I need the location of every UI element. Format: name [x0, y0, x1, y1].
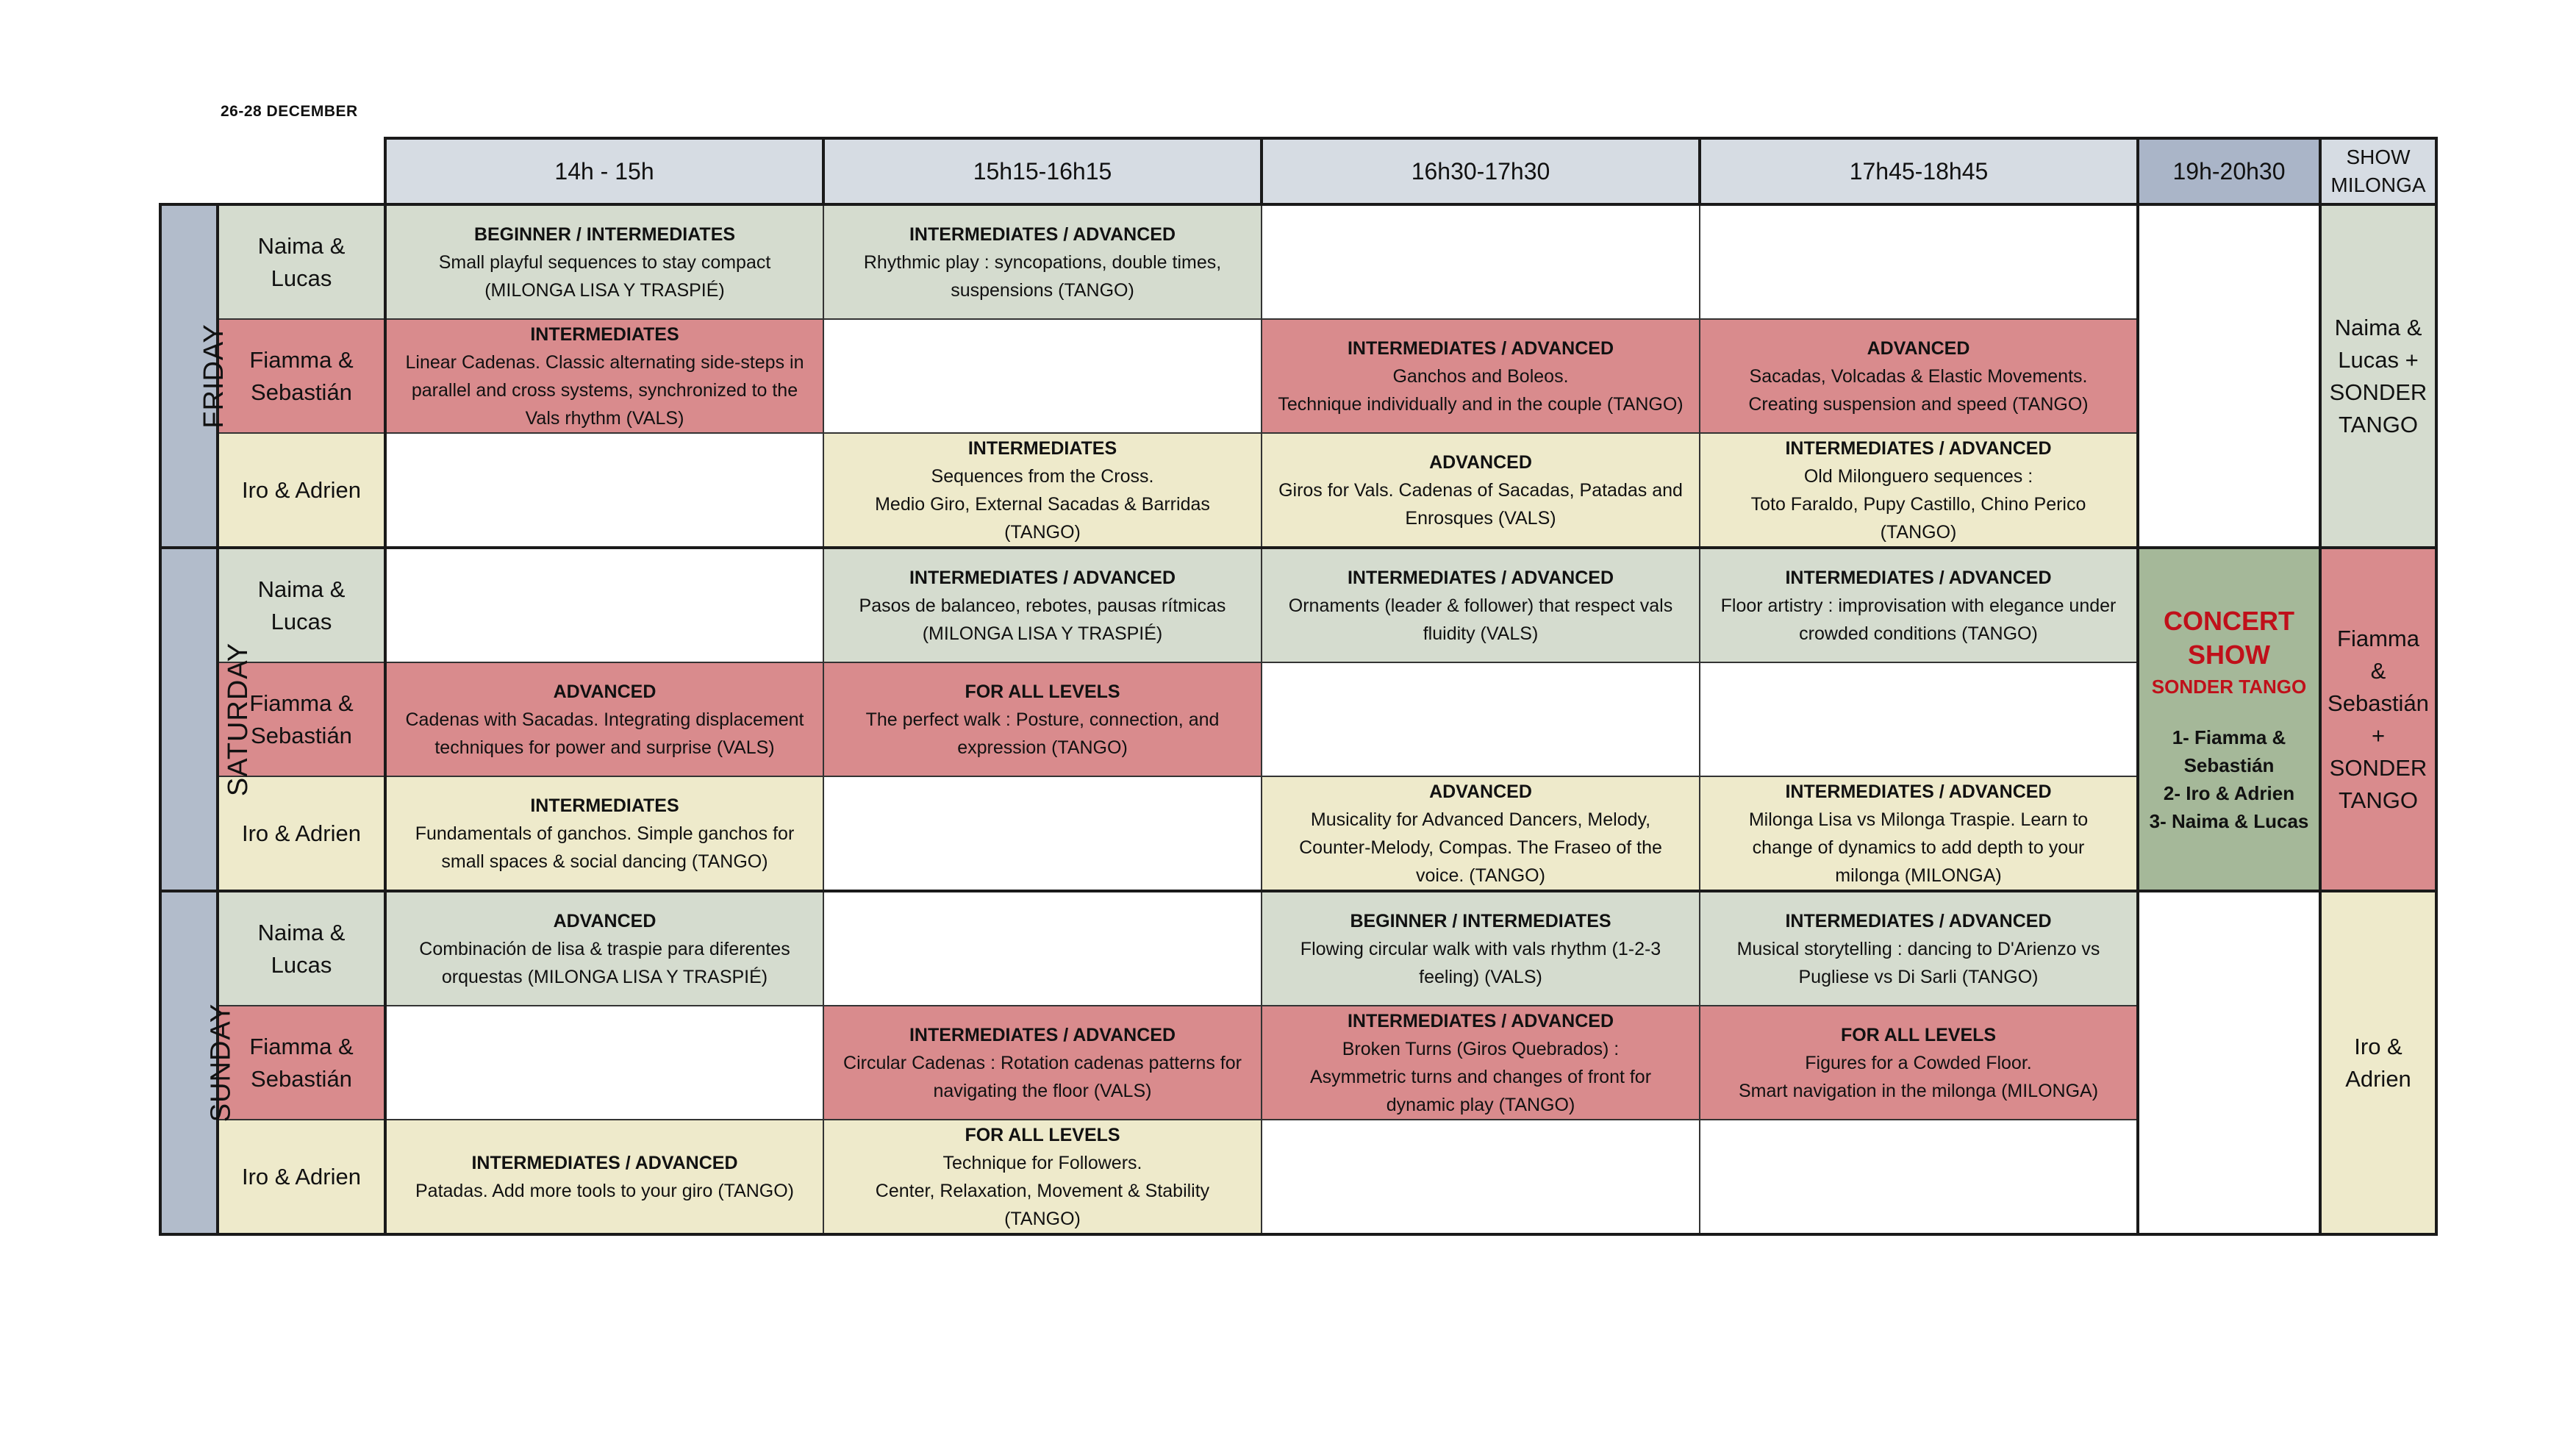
class-description: Musical storytelling : dancing to D'Arienzo vs Pugliese vs Di Sarli (TANGO) [1736, 938, 2100, 987]
teacher-name: Fiamma & Sebastián [218, 319, 385, 433]
class-level: INTERMEDIATES [530, 323, 679, 345]
class-level: BEGINNER / INTERMEDIATES [1350, 910, 1611, 931]
class-cell [1262, 433, 1700, 548]
class-level: INTERMEDIATES / ADVANCED [909, 1024, 1176, 1045]
empty-cell [385, 433, 823, 548]
empty-cell [385, 548, 823, 662]
schedule-body [160, 204, 2436, 1234]
class-description: Combinación de lisa & traspie para diferentes orquestas (MILONGA LISA Y TRASPIÉ) [419, 938, 790, 987]
day-label [160, 891, 237, 1234]
class-cell [1700, 891, 2138, 1006]
schedule-table [159, 137, 2438, 1236]
concert-title: CONCERT SHOW [2164, 605, 2294, 670]
day-label [160, 204, 229, 548]
header-row [160, 138, 2436, 204]
teacher-name: Naima & Lucas [218, 204, 385, 319]
class-description: Linear Cadenas. Classic alternating side-steps in parallel and cross systems, synchronized to the Vals rhythm (VALS) [405, 351, 804, 429]
class-cell [385, 662, 823, 776]
show-milonga-header: SHOW MILONGA [2320, 138, 2436, 204]
class-description: Fundamentals of ganchos. Simple ganchos for small spaces & social dancing (TANGO) [415, 823, 795, 872]
class-description: Patadas. Add more tools to your giro (TANGO) [415, 1180, 795, 1201]
class-cell [823, 1120, 1262, 1234]
class-description: Figures for a Cowded Floor. Smart navigation in the milonga (MILONGA) [1738, 1052, 2099, 1101]
class-description: Flowing circular walk with vals rhythm (1-2-3 feeling) (VALS) [1300, 938, 1661, 987]
schedule-row [160, 548, 2436, 662]
schedule-row [160, 1006, 2436, 1120]
class-description: Musicality for Advanced Dancers, Melody, Counter-Melody, Compas. The Fraseo of the voice. (TANGO) [1299, 809, 1662, 886]
empty-cell [823, 776, 1262, 891]
class-description: Circular Cadenas : Rotation cadenas patterns for navigating the floor (VALS) [843, 1052, 1242, 1101]
class-cell [1262, 776, 1700, 891]
concert-subtitle: SONDER TANGO [2151, 675, 2307, 698]
class-cell [385, 1120, 823, 1234]
class-level: ADVANCED [1429, 781, 1532, 802]
day-name: FRIDAY [198, 323, 229, 429]
schedule-row [160, 776, 2436, 891]
class-cell [385, 891, 823, 1006]
schedule-row [160, 433, 2436, 548]
class-cell [385, 776, 823, 891]
class-description: Ganchos and Boleos. Technique individually and in the couple (TANGO) [1278, 365, 1684, 415]
class-cell [385, 204, 823, 319]
show-milonga-cell: Naima & Lucas + SONDER TANGO [2320, 204, 2436, 548]
class-level: INTERMEDIATES / ADVANCED [1785, 910, 2052, 931]
empty-cell [1700, 662, 2138, 776]
class-cell [823, 1006, 1262, 1120]
class-level: FOR ALL LEVELS [1840, 1024, 1997, 1045]
class-cell [1262, 1006, 1700, 1120]
teacher-name: Iro & Adrien [218, 776, 385, 891]
empty-cell [385, 1006, 823, 1120]
class-description: Giros for Vals. Cadenas of Sacadas, Patadas and Enrosques (VALS) [1278, 479, 1683, 529]
show-milonga-cell: Iro & Adrien [2320, 891, 2436, 1234]
class-description: Small playful sequences to stay compact (MILONGA LISA Y TRASPIÉ) [438, 251, 771, 301]
class-cell [1262, 891, 1700, 1006]
class-level: BEGINNER / INTERMEDIATES [473, 223, 736, 245]
class-cell [1700, 319, 2138, 433]
class-level: INTERMEDIATES / ADVANCED [909, 567, 1176, 588]
class-level: INTERMEDIATES / ADVANCED [1347, 567, 1614, 588]
class-description: Broken Turns (Giros Quebrados) : Asymmetric turns and changes of front for dynamic play (TANGO) [1309, 1038, 1652, 1115]
header-corner [160, 138, 385, 204]
class-level: FOR ALL LEVELS [965, 1124, 1120, 1145]
empty-cell [1700, 204, 2138, 319]
class-level: FOR ALL LEVELS [965, 681, 1120, 702]
class-cell [823, 662, 1262, 776]
class-cell [823, 204, 1262, 319]
class-description: Pasos de balanceo, rebotes, pausas rítmicas (MILONGA LISA Y TRASPIÉ) [859, 595, 1226, 644]
teacher-name: Iro & Adrien [218, 1120, 385, 1234]
schedule-row [160, 204, 2436, 319]
class-cell [1700, 433, 2138, 548]
day-name: SUNDAY [205, 1003, 237, 1123]
show-milonga-cell: Fiamma & Sebastián + SONDER TANGO [2320, 548, 2436, 891]
class-description: Floor artistry : improvisation with elegance under crowded conditions (TANGO) [1720, 595, 2117, 644]
class-level: INTERMEDIATES / ADVANCED [1785, 437, 2052, 459]
empty-cell [1262, 662, 1700, 776]
class-level: ADVANCED [553, 681, 656, 702]
class-cell [1262, 548, 1700, 662]
class-description: Ornaments (leader & follower) that respect vals fluidity (VALS) [1288, 595, 1673, 644]
class-description: Cadenas with Sacadas. Integrating displacement techniques for power and surprise (VALS) [405, 709, 804, 758]
class-level: INTERMEDIATES / ADVANCED [471, 1152, 738, 1173]
class-level: INTERMEDIATES / ADVANCED [909, 223, 1176, 245]
empty-cell [823, 319, 1262, 433]
day-name: SATURDAY [223, 642, 254, 797]
empty-cell [1262, 1120, 1700, 1234]
teacher-name: Fiamma & Sebastián [218, 1006, 385, 1120]
class-cell [1262, 319, 1700, 433]
empty-cell [823, 891, 1262, 1006]
teacher-name: Naima & Lucas [218, 891, 385, 1006]
empty-evening-cell [2138, 891, 2320, 1234]
time-slot-header: 17h45-18h45 [1700, 138, 2138, 204]
class-level: INTERMEDIATES / ADVANCED [1785, 781, 2052, 802]
schedule-row [160, 891, 2436, 1006]
class-level: INTERMEDIATES / ADVANCED [1785, 567, 2052, 588]
day-label [160, 548, 254, 891]
schedule-row [160, 319, 2436, 433]
class-description: Rhythmic play : syncopations, double times, suspensions (TANGO) [863, 251, 1222, 301]
class-cell [1700, 1006, 2138, 1120]
class-level: INTERMEDIATES [530, 795, 679, 816]
class-level: INTERMEDIATES [967, 437, 1117, 459]
class-description: Technique for Followers. Center, Relaxation, Movement & Stability (TANGO) [875, 1152, 1210, 1229]
teacher-name: Naima & Lucas [218, 548, 385, 662]
class-description: Old Milonguero sequences : Toto Faraldo, Pupy Castillo, Chino Perico (TANGO) [1750, 465, 2086, 543]
class-level: ADVANCED [553, 910, 656, 931]
time-slot-header: 16h30-17h30 [1262, 138, 1700, 204]
class-cell [823, 548, 1262, 662]
class-description: The perfect walk : Posture, connection, and expression (TANGO) [865, 709, 1220, 758]
schedule-row [160, 662, 2436, 776]
class-cell [823, 433, 1262, 548]
empty-cell [1700, 1120, 2138, 1234]
empty-cell [1262, 204, 1700, 319]
empty-evening-cell [2138, 204, 2320, 548]
class-cell [1700, 776, 2138, 891]
class-level: ADVANCED [1867, 337, 1970, 359]
class-cell [1700, 548, 2138, 662]
evening-slot-header: 19h-20h30 [2138, 138, 2320, 204]
schedule-row [160, 1120, 2436, 1234]
class-description: Sequences from the Cross. Medio Giro, External Sacadas & Barridas (TANGO) [875, 465, 1210, 543]
schedule-date: 26-28 DECEMBER [221, 103, 358, 120]
concert-lineup: 1- Fiamma & Sebastián 2- Iro & Adrien 3- Naima & Lucas [2149, 726, 2309, 832]
class-description: Milonga Lisa vs Milonga Traspie. Learn to change of dynamics to add depth to your milonga (MILONGA) [1748, 809, 2089, 886]
time-slot-header: 15h15-16h15 [823, 138, 1262, 204]
class-cell [385, 319, 823, 433]
class-level: ADVANCED [1429, 451, 1532, 473]
concert-cell [2138, 548, 2320, 891]
teacher-name: Fiamma & Sebastián [218, 662, 385, 776]
class-level: INTERMEDIATES / ADVANCED [1347, 337, 1614, 359]
teacher-name: Iro & Adrien [218, 433, 385, 548]
class-description: Sacadas, Volcadas & Elastic Movements. Creating suspension and speed (TANGO) [1748, 365, 2089, 415]
time-slot-header: 14h - 15h [385, 138, 823, 204]
class-level: INTERMEDIATES / ADVANCED [1347, 1010, 1614, 1031]
